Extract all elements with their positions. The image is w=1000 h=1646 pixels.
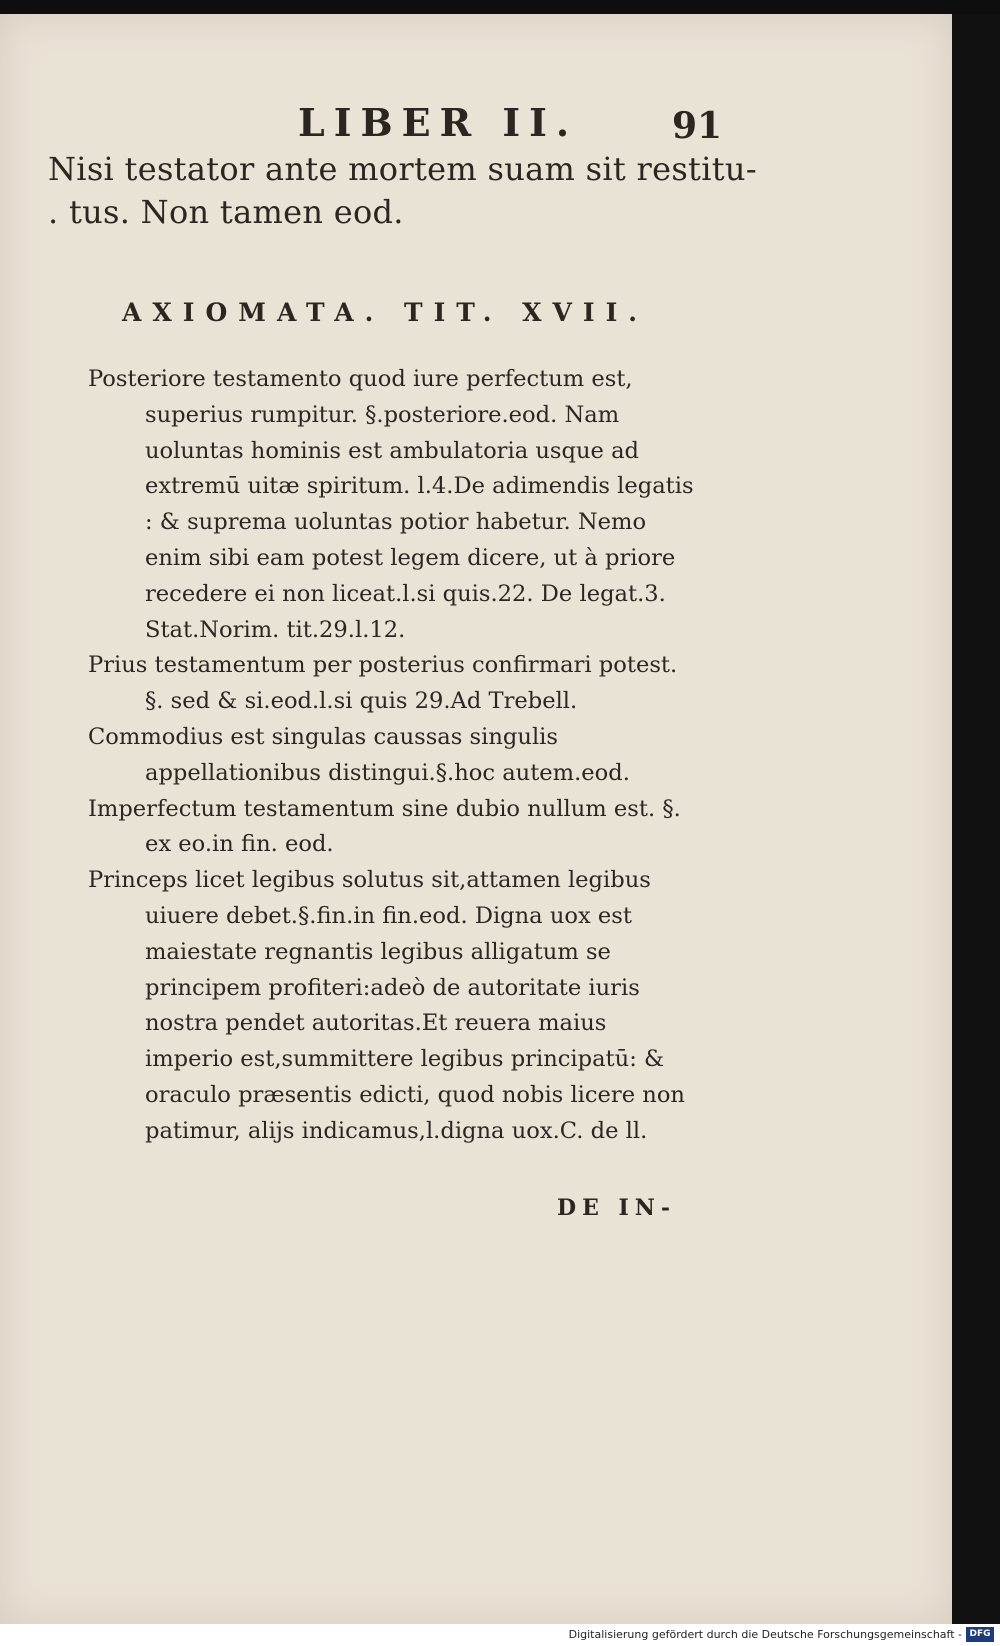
dfg-logo: DFG (966, 1627, 994, 1642)
axiom-paragraph: Commodius est singulas caussas singulis appellationibus distingui.§.hoc autem.eod. (88, 723, 630, 786)
running-head: LIBER II. (298, 100, 579, 145)
scan-background (952, 14, 1000, 1624)
carryover-line-1: Nisi testator ante mortem suam sit restitu- (48, 150, 757, 188)
funding-credit: Digitalisierung gefördert durch die Deutsche Forschungsgemeinschaft - (568, 1628, 962, 1641)
section-heading: AXIOMATA. TIT. XVII. (122, 298, 648, 327)
axiom-paragraph: Posteriore testamento quod iure perfectum est, superius rumpitur. §.posteriore.eod. Nam uoluntas hominis est ambulatoria usque ad extremū uitæ spiritum. l.4.De adimendis legatis : & suprema uoluntas potior habetur. Nemo enim sibi eam potest legem dicere, ut à priore recedere ei non liceat.l.si quis.22. De legat.3. Stat.Norim. tit.29.l.12. (88, 366, 694, 643)
carryover-line-2: . tus. Non tamen eod. (48, 193, 404, 231)
axiom-list (88, 362, 698, 1150)
digitization-footer (0, 1624, 1000, 1646)
page-number: 91 (672, 105, 723, 147)
axiom-paragraph: Imperfectum testamentum sine dubio nullum est. §. ex eo.in fin. eod. (88, 795, 681, 858)
axiom-paragraph: Princeps licet legibus solutus sit,attamen legibus uiuere debet.§.fin.in fin.eod. Digna uox est maiestate regnantis legibus alligatum se principem profiteri:adeò de autoritate iuris nostra pendet autoritas.Et reuera maius imperio est,summittere legibus principatū: & oraculo præsentis edicti, quod nobis licere non patimur, alijs indicamus,l.digna uox.C. de ll. (88, 867, 685, 1144)
axiom-paragraph: Prius testamentum per posterius confirmari potest. §. sed & si.eod.l.si quis 29.Ad Trebell. (88, 652, 678, 715)
catchword: DE IN- (557, 1195, 677, 1221)
